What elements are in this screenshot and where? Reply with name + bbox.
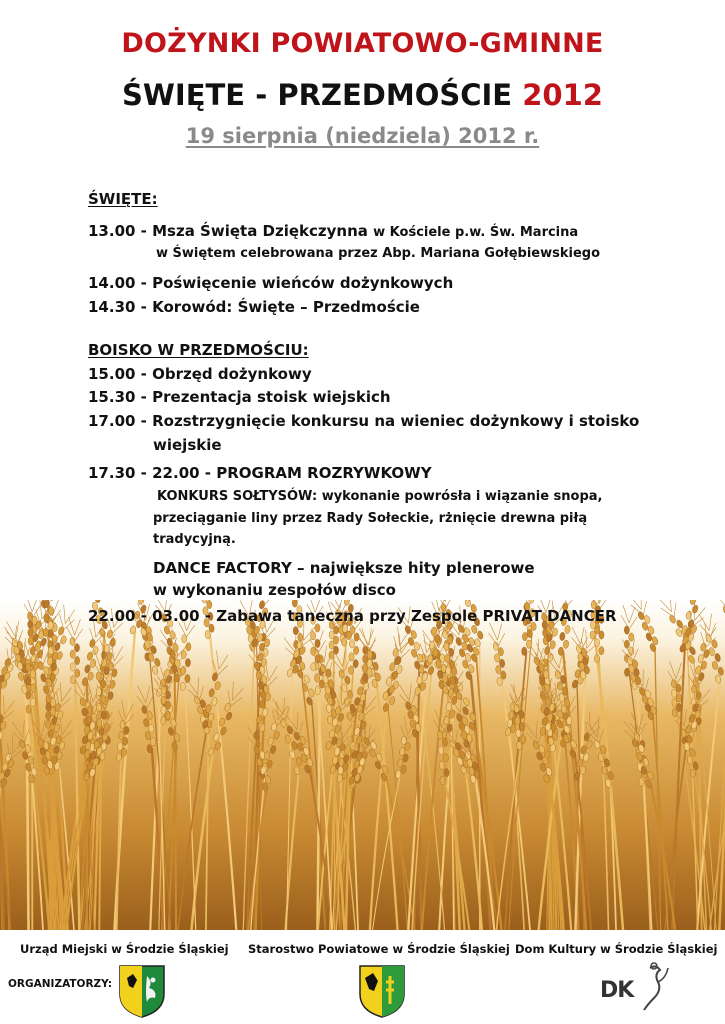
wheat-grain — [543, 670, 549, 679]
wheat-grain — [30, 670, 35, 678]
wheat-grain — [363, 646, 368, 654]
konkurs-line: KONKURS SOŁTYSÓW: wykonanie powrósła i wiązanie snopa, — [157, 489, 603, 504]
wheat-grain — [100, 680, 105, 688]
item-time: 17.30 - 22.00 — [88, 464, 200, 482]
wheat-grain — [161, 706, 166, 714]
title-line-2 — [0, 78, 725, 112]
wheat-grain — [48, 607, 54, 616]
wheat-grain — [311, 663, 316, 671]
dk-logo-icon: DK — [600, 978, 634, 1003]
programme-item: 14.30 - Korowód: Święte – Przedmoście — [88, 298, 420, 316]
wheat-grain — [26, 691, 31, 699]
wheat-grain — [44, 600, 50, 608]
wheat-grain — [74, 656, 79, 664]
organizer-name: Urząd Miejski w Środzie Śląskiej — [20, 942, 229, 956]
wheat-grain — [521, 647, 527, 656]
section-title-swiete: ŚWIĘTE: — [88, 190, 158, 208]
wheat-grain — [30, 684, 35, 692]
wheat-grain — [539, 663, 545, 672]
item-text: Poświęcenie wieńców dożynkowych — [152, 274, 454, 292]
item-time: 14.00 — [88, 274, 136, 292]
wheat-grain — [544, 684, 550, 693]
event-date: 19 sierpnia (niedziela) 2012 r. — [185, 124, 540, 148]
item-subline: w Świętem celebrowana przez Abp. Mariana Gołębiewskiego — [156, 246, 601, 261]
item-text: Obrzęd dożynkowy — [152, 365, 312, 383]
title-place: ŚWIĘTE - PRZEDMOŚCIE — [122, 78, 513, 112]
wheat-grain — [329, 641, 334, 649]
wheat-grain — [349, 639, 355, 648]
wheat-grain — [314, 674, 320, 683]
wheat-grain — [350, 626, 356, 635]
wheat-grain — [594, 654, 599, 662]
wheat-grain — [185, 658, 190, 667]
dancer-figure-icon — [632, 960, 670, 1012]
wheat-grain — [342, 624, 348, 633]
wheat-grain — [353, 646, 359, 655]
wheat-grain — [629, 647, 634, 655]
item-time: 17.00 — [88, 412, 136, 430]
item-continuation: wiejskie — [153, 436, 222, 454]
wheat-grain — [74, 644, 79, 652]
wheat-grain — [315, 655, 320, 663]
wheat-grain — [354, 633, 360, 642]
wheat-grain — [96, 703, 101, 711]
programme-item: 15.30 - Prezentacja stoisk wiejskich — [88, 388, 391, 406]
item-text: Korowód: Święte – Przedmoście — [152, 298, 420, 316]
wheat-grain — [311, 647, 316, 655]
programme-item: 13.00 - Msza Święta Dziękczynna w Kościele p.w. Św. Marcina — [88, 222, 579, 240]
eagle-crest-icon — [117, 964, 167, 1018]
wheat-stalk — [175, 654, 176, 930]
wheat-grain — [539, 677, 545, 686]
wheat-grain — [186, 643, 191, 652]
item-time: 14.30 — [88, 298, 136, 316]
konkurs-line: przeciąganie liny przez Rady Sołeckie, rżnięcie drewna piłą — [153, 511, 588, 526]
programme-item: 17.00 - Rozstrzygnięcie konkursu na wieniec dożynkowy i stoisko — [88, 412, 640, 430]
county-crest-icon — [357, 964, 407, 1018]
wheat-grain — [181, 666, 186, 675]
wheat-grain — [185, 674, 190, 683]
wheat-grain — [70, 637, 75, 645]
wheat-grain — [70, 650, 75, 658]
item-text: PROGRAM ROZRYWKOWY — [216, 464, 432, 482]
item-time: 15.00 — [88, 365, 136, 383]
wheat-grain — [315, 686, 321, 695]
item-text: Rozstrzygnięcie konkursu na wieniec dożynkowy i stoisko — [152, 412, 640, 430]
wheat-grain — [46, 694, 51, 703]
wheat-grain — [522, 632, 528, 641]
wheat-grain — [315, 639, 320, 647]
wheat-grain — [75, 669, 80, 677]
wheat-grain — [26, 663, 31, 671]
programme-item: 14.00 - Poświęcenie wieńców dożynkowych — [88, 274, 454, 292]
item-time: 15.30 — [88, 388, 136, 406]
wheat-grain — [329, 631, 334, 639]
item-time: 22.00 - 03.00 — [88, 607, 200, 625]
wheat-grain — [44, 614, 50, 623]
wheat-grain — [353, 659, 359, 668]
wheat-grain — [26, 705, 31, 713]
title-year: 2012 — [522, 78, 603, 112]
organizer-name: Starostwo Powiatowe w Środzie Śląskiej — [248, 942, 510, 956]
wheat-grain — [696, 691, 701, 699]
item-text: Prezentacja stoisk wiejskich — [152, 388, 391, 406]
wheat-grain — [599, 646, 604, 654]
item-time: 13.00 — [88, 222, 136, 240]
programme-item: 22.00 - 03.00 - Zabawa taneczna przy Zespole PRIVAT DANCER — [88, 607, 617, 625]
wheat-grain — [70, 675, 75, 683]
wheat-grain — [97, 719, 102, 727]
wheat-grain — [70, 663, 75, 671]
wheat-grain — [96, 672, 101, 680]
wheat-grain — [30, 698, 35, 706]
organizers-label: ORGANIZATORZY: — [8, 978, 113, 990]
programme-item: 17.30 - 22.00 - PROGRAM ROZRYWKOWY — [88, 464, 432, 482]
wheat-grain — [692, 685, 697, 693]
programme-item: 15.00 - Obrzęd dożynkowy — [88, 365, 312, 383]
wheat-grain — [526, 640, 532, 649]
wheat-grain — [180, 682, 185, 691]
wheat-grain — [590, 631, 596, 640]
wheat-grain — [629, 633, 634, 641]
wheat-grain — [624, 626, 629, 634]
wheat-grain — [349, 653, 355, 662]
wheat-grain — [27, 612, 32, 621]
item-text: Msza Święta Dziękczynna — [152, 222, 368, 240]
wheat-grain — [161, 716, 166, 724]
dance-line: DANCE FACTORY – największe hity plenerowe — [153, 559, 535, 577]
wheat-grain — [101, 695, 106, 703]
dance-line: w wykonaniu zespołów disco — [153, 581, 396, 599]
section-title-boisko: BOISKO W PRZEDMOŚCIU: — [88, 341, 309, 359]
wheat-grain — [26, 677, 31, 685]
item-extra: w Kościele p.w. Św. Marcina — [373, 225, 579, 240]
wheat-grain — [48, 621, 54, 630]
item-text: Zabawa taneczna przy Zespole PRIVAT DANCER — [216, 607, 617, 625]
organizer-name: Dom Kultury w Środzie Śląskiej — [515, 942, 718, 956]
wheat-grain — [540, 691, 546, 700]
wheat-grain — [341, 638, 347, 647]
organizers-footer — [0, 936, 725, 1024]
wheat-grain — [181, 650, 186, 659]
wheat-illustration — [0, 600, 725, 930]
wheat-grain — [101, 711, 106, 719]
wheat-field-image — [0, 600, 725, 930]
konkurs-line: tradycyjną. — [153, 532, 236, 547]
wheat-grain — [310, 631, 315, 639]
wheat-grain — [348, 666, 354, 675]
wheat-grain — [161, 696, 166, 704]
wheat-grain — [43, 628, 49, 637]
title-line-1: DOŻYNKI POWIATOWO-GMINNE — [121, 28, 604, 59]
wheat-grain — [293, 626, 298, 635]
wheat-grain — [96, 687, 101, 695]
